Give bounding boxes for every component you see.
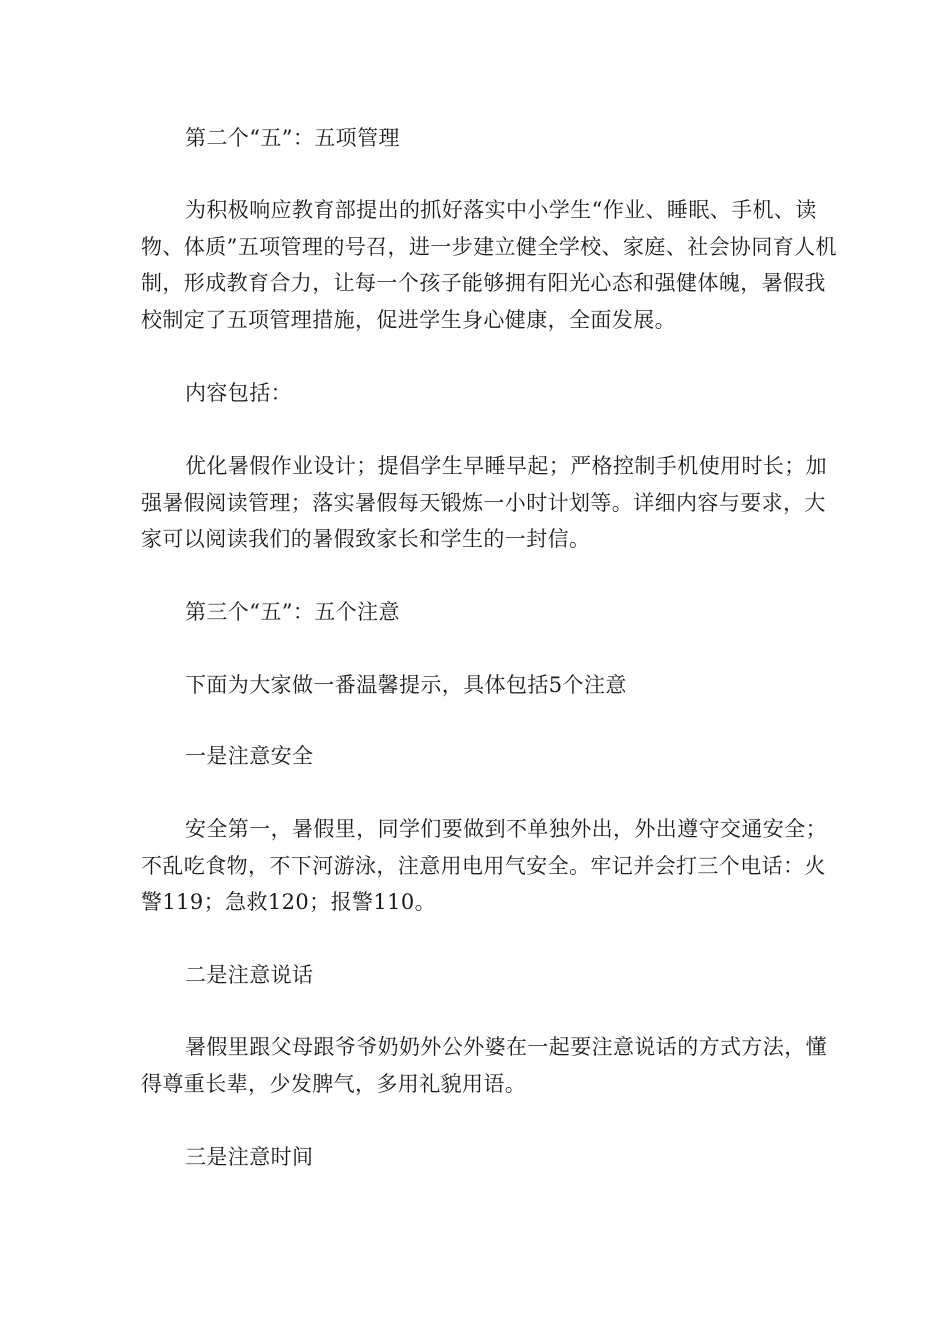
paragraph-safety: 安全第一，暑假里，同学们要做到不单独外出，外出遵守交通安全；不乱吃食物，不下河游泳，注意用电用气安全。牢记并会打三个电话：火警119；急救120；报警110。 xyxy=(141,817,827,914)
subheading-time: 三是注意时间 xyxy=(185,1145,314,1169)
paragraph-cautions-intro: 下面为大家做一番温馨提示，具体包括5个注意 xyxy=(185,673,627,697)
paragraph-content-details: 优化暑假作业设计；提倡学生早睡早起；严格控制手机使用时长；加强暑假阅读管理；落实暑假每天锻炼一小时计划等。详细内容与要求，大家可以阅读我们的暑假致家长和学生的一封信。 xyxy=(141,454,827,551)
subheading-speech: 二是注意说话 xyxy=(185,963,314,987)
section-heading-five-management: 第二个“五”：五项管理 xyxy=(185,126,400,150)
paragraph-content-label: 内容包括： xyxy=(185,381,292,405)
section-heading-five-cautions: 第三个“五”：五个注意 xyxy=(185,600,400,624)
paragraph-speech: 暑假里跟父母跟爷爷奶奶外公外婆在一起要注意说话的方式方法，懂得尊重长辈，少发脾气，多用礼貌用语。 xyxy=(141,1035,827,1096)
paragraph-five-management-intro: 为积极响应教育部提出的抓好落实中小学生“作业、睡眠、手机、读物、体质”五项管理的号召，进一步建立健全学校、家庭、社会协同育人机制，形成教育合力，让每一个孩子能够拥有阳光心态和强健体魄，暑假我校制定了五项管理措施，促进学生身心健康，全面发展。 xyxy=(141,198,837,332)
subheading-safety: 一是注意安全 xyxy=(185,744,314,768)
